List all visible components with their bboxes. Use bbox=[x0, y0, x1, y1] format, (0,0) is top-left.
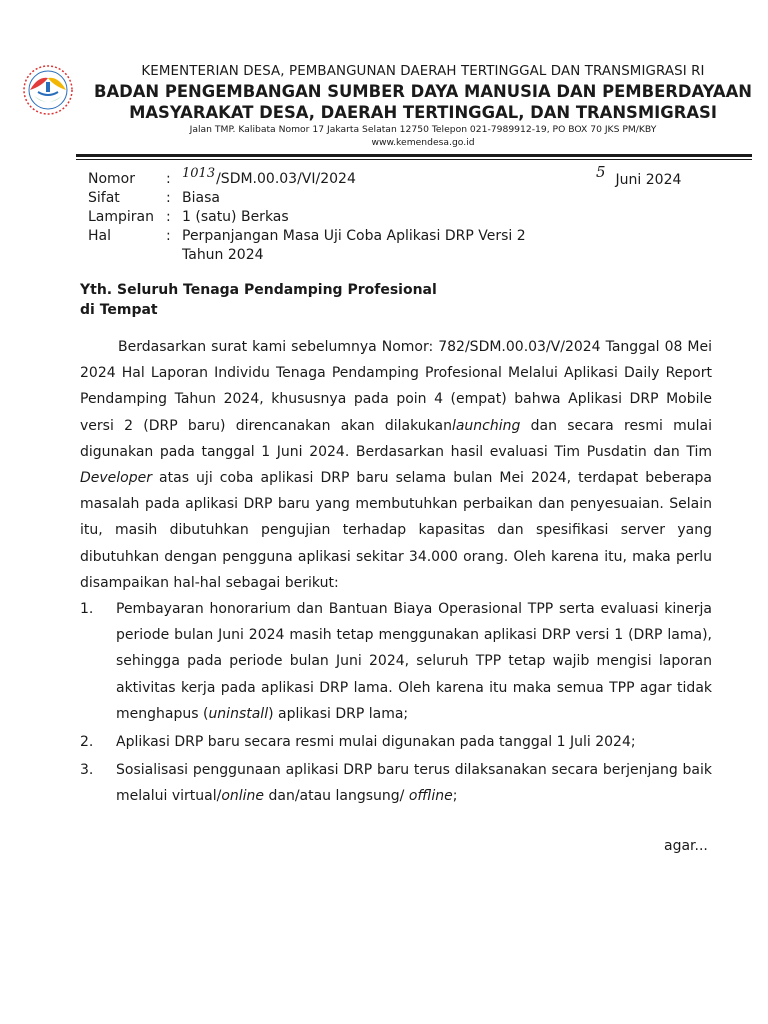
addressee bbox=[80, 280, 437, 320]
body-text-part3: atas uji coba aplikasi DRP baru selama bulan Mei 2024, terdapat beberapa masalah pada aplikasi DRP baru yang membutuhkan perbaikan dan penyesuaian. Selain itu, masih dibutuhkan pengujian terhadap kapasitas dan spesifikasi server yang dibutuhkan dengan pengguna aplikasi sekitar 34.000 orang. Oleh karena itu, maka perlu disampaikan hal-hal sebagai berikut: bbox=[80, 470, 712, 591]
meta-hal-line2: Tahun 2024 bbox=[182, 247, 264, 263]
meta-lampiran-value: 1 (satu) Berkas bbox=[182, 209, 289, 225]
meta-lampiran bbox=[88, 208, 562, 227]
list-item bbox=[80, 596, 712, 727]
meta-nomor bbox=[88, 166, 562, 189]
list-text-part: ) aplikasi DRP lama; bbox=[268, 705, 409, 722]
meta-colon: : bbox=[166, 228, 171, 244]
agency-website: www.kemendesa.go.id bbox=[371, 137, 475, 148]
meta-colon: : bbox=[166, 209, 171, 225]
list-text bbox=[116, 757, 712, 809]
agency-name-line1: BADAN PENGEMBANGAN SUMBER DAYA MANUSIA DAN PEMBERDAYAAN bbox=[93, 82, 753, 101]
meta-nomor-value bbox=[182, 166, 562, 189]
meta-sifat-label: Sifat bbox=[88, 190, 120, 206]
list-text-part: dan/atau langsung/ bbox=[264, 788, 409, 805]
meta-hal-line1: Perpanjangan Masa Uji Coba Aplikasi DRP Versi 2 bbox=[182, 228, 526, 244]
list-italic-offline: offline bbox=[408, 788, 453, 805]
list-number: 1. bbox=[80, 601, 94, 617]
list-text-part: Pembayaran honorarium dan Bantuan Biaya Operasional TPP serta evaluasi kinerja periode bulan Juni 2024 masih tetap menggunakan aplikasi DRP versi 1 (DRP lama), sehingga pada periode bulan Juni 2024, seluruh TPP tetap wajib mengisi laporan aktivitas kerja pada aplikasi DRP lama. Oleh karena itu maka semua TPP agar tidak menghapus ( bbox=[116, 601, 712, 722]
meta-colon: : bbox=[166, 171, 171, 187]
meta-sifat bbox=[88, 189, 562, 208]
ministry-name: KEMENTERIAN DESA, PEMBANGUNAN DAERAH TERTINGGAL DAN TRANSMIGRASI RI bbox=[141, 64, 705, 79]
list-text-part: ; bbox=[452, 788, 458, 805]
meta-sifat-value: Biasa bbox=[182, 190, 220, 206]
meta-hal bbox=[88, 227, 562, 265]
agency-name-line2: MASYARAKAT DESA, DAERAH TERTINGGAL, DAN TRANSMIGRASI bbox=[129, 103, 717, 122]
addressee-line2: di Tempat bbox=[80, 302, 158, 318]
body-text-part1: Berdasarkan surat kami sebelumnya Nomor: 782/SDM.00.03/V/2024 Tanggal 08 Mei 2024 Hal Laporan Individu Tenaga Pendamping Profesional Melalui Aplikasi Daily Report Pendamping Tahun 2024, khususnya pada poin 4 (empat) bahwa Aplikasi DRP Mobile versi 2 (DRP baru) direncanakan akan dilakukan bbox=[80, 339, 712, 434]
letterhead-rule-thick bbox=[76, 154, 752, 157]
agency-address: Jalan TMP. Kalibata Nomor 17 Jakarta Selatan 12750 Telepon 021-7989912-19, PO BOX 70 JKS PM/KBY bbox=[189, 124, 657, 135]
letter-date bbox=[596, 163, 682, 188]
handwritten-letter-number: 1013 bbox=[182, 166, 216, 181]
body-text-part2: dan secara resmi mulai digunakan pada tanggal 1 Juni 2024. Berdasarkan hasil evaluasi Tim Pusdatin dan Tim bbox=[80, 417, 712, 460]
meta-nomor-code: /SDM.00.03/VI/2024 bbox=[216, 171, 356, 187]
list-italic-uninstall: uninstall bbox=[208, 705, 269, 722]
list-number: 2. bbox=[80, 734, 94, 751]
list-text: Aplikasi DRP baru secara resmi mulai digunakan pada tanggal 1 Juli 2024; bbox=[116, 734, 636, 751]
meta-colon: : bbox=[166, 190, 171, 206]
numbered-list bbox=[80, 596, 712, 812]
list-text bbox=[116, 596, 712, 727]
body-paragraph bbox=[80, 334, 712, 596]
meta-nomor-label: Nomor bbox=[88, 171, 135, 187]
list-item bbox=[80, 757, 712, 809]
meta-hal-label: Hal bbox=[88, 228, 111, 244]
body-italic-developer: Developer bbox=[80, 470, 153, 487]
handwritten-date-day: 5 bbox=[596, 163, 606, 181]
date-month-year: Juni 2024 bbox=[615, 172, 682, 188]
meta-hal-value bbox=[182, 227, 562, 265]
list-text-part: Sosialisasi penggunaan aplikasi DRP baru terus dilaksanakan secara berjenjang baik melalui virtual/ bbox=[116, 762, 712, 805]
letter-meta bbox=[88, 166, 562, 265]
list-italic-online: online bbox=[221, 788, 265, 805]
list-number: 3. bbox=[80, 762, 94, 779]
meta-lampiran-label: Lampiran bbox=[88, 209, 155, 225]
body-italic-launching: launching bbox=[451, 417, 521, 434]
addressee-line1: Yth. Seluruh Tenaga Pendamping Profesional bbox=[80, 282, 437, 298]
opening-paragraph bbox=[80, 334, 712, 596]
kemendesa-logo bbox=[20, 62, 76, 122]
letterhead-rule-thin bbox=[76, 159, 752, 160]
list-item bbox=[80, 729, 712, 755]
continuation-text: agar... bbox=[664, 838, 708, 854]
